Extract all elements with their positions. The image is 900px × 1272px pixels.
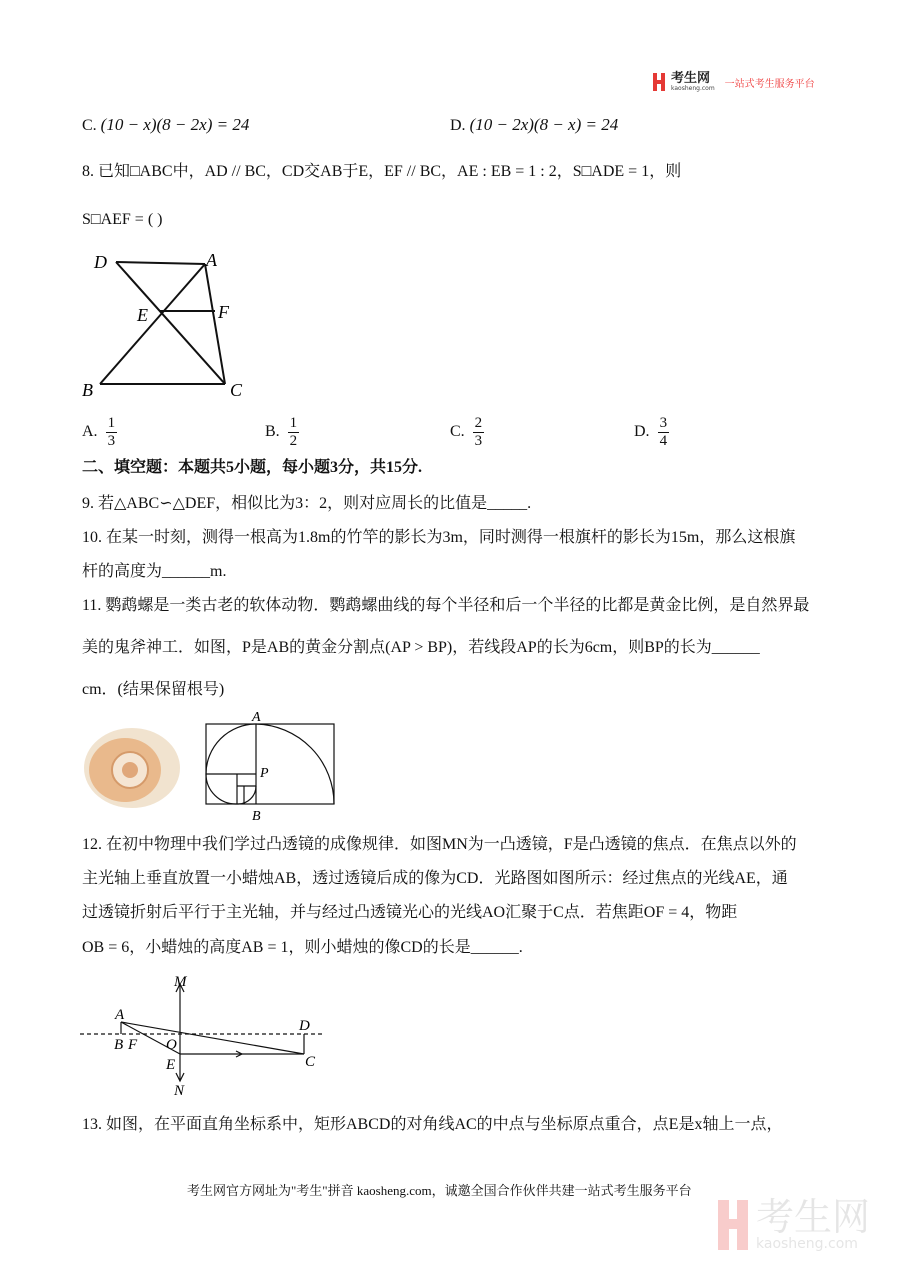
label-d: D (299, 1018, 310, 1034)
q8-option-a: A. $\frac{1}{3}$ (82, 414, 116, 449)
q12-lens-figure (80, 970, 340, 1100)
logo-url: kaosheng.com (671, 85, 715, 92)
label-f: F (218, 302, 229, 322)
q12-text: 12. 在初中物理中我们学过凸透镜的成像规律．如图MN为一凸透镜，F是凸透镜的焦点．在焦点以外的 (82, 836, 797, 853)
logo-mark-icon (653, 73, 665, 91)
label-m: M (174, 974, 187, 990)
q11-text-3: cm．(结果保留根号) (82, 681, 225, 698)
label-c: C (230, 380, 243, 400)
q11-text: 11. 鹦鹉螺是一类古老的软体动物．鹦鹉螺曲线的每个半径和后一个半径的比都是黄金比例，是自然界最 (82, 597, 810, 614)
label-n: N (174, 1083, 185, 1099)
label-b: B (252, 809, 261, 823)
q12-text-3: 过透镜折射后平行于主光轴，并与经过凸透镜光心的光线AO汇聚于C点．若焦距OF = 4，物距 (82, 904, 738, 921)
label-a: A (252, 710, 261, 725)
label-o: O (166, 1037, 177, 1053)
q8-text: 8. 已知□ABC中，AD // BC，CD交AB于E，EF // BC，AE : EB = 1 : 2，S□ADE = 1，则 (82, 163, 682, 180)
q9-text: 9. 若△ABC∽△DEF，相似比为3：2，则对应周长的比值是_____. (82, 495, 532, 512)
q8-option-b: B. $\frac{1}{2}$ (265, 414, 298, 449)
q8-option-c: C. $\frac{2}{3}$ (450, 414, 483, 449)
q12-text-4: OB = 6，小蜡烛的高度AB = 1，则小蜡烛的像CD的长是______. (82, 939, 523, 956)
watermark-name: 考生网 (756, 1195, 871, 1239)
q13-text: 13. 如图，在平面直角坐标系中，矩形ABCD的对角线AC的中点与坐标原点重合，点E是x轴上一点， (82, 1116, 783, 1133)
q8-figure (80, 248, 260, 403)
q8-option-d: D. $\frac{3}{4}$ (634, 414, 668, 449)
q11-figure (80, 708, 345, 823)
footer-text: 考生网官方网址为"考生"拼音 kaosheng.com，诚邀全国合作伙伴共建一站式考生服务平台 (187, 1183, 692, 1198)
label-e: E (166, 1057, 176, 1073)
q12-text-2: 主光轴上垂直放置一小蜡烛AB，透过透镜后成的像为CD．光路图如图所示：经过焦点的光线AE，通 (82, 870, 788, 887)
logo-name: 考生网 (671, 71, 711, 86)
watermark-mark-icon (718, 1200, 748, 1250)
header-logo (653, 72, 815, 92)
label-a: A (206, 250, 217, 270)
label-d: D (94, 252, 107, 272)
watermark-url: kaosheng.com (756, 1236, 858, 1252)
q11-text-2: 美的鬼斧神工．如图，P是AB的黄金分割点(AP > BP)，若线段AP的长为6cm，则BP的长为______ (82, 639, 760, 656)
label-p: P (260, 766, 269, 781)
q7-option-d: D. (10 − 2x)(8 − x) = 24 (450, 115, 619, 134)
q10-text: 10. 在某一时刻，测得一根高为1.8m的竹竿的影长为3m，同时测得一根旗杆的影长为15m，那么这根旗 (82, 529, 796, 546)
q10-text-2: 杆的高度为______m. (82, 563, 227, 580)
label-a: A (115, 1007, 125, 1023)
nautilus-shell-image (84, 728, 180, 808)
label-f: F (128, 1037, 138, 1053)
q7-option-c: C. (10 − x)(8 − 2x) = 24 (82, 115, 250, 134)
header-slogan: 一站式考生服务平台 (724, 78, 815, 90)
q8-text-2: S□AEF = ( ) (82, 211, 163, 228)
label-b: B (82, 380, 93, 400)
label-b: B (114, 1037, 124, 1053)
watermark-logo (718, 1195, 871, 1252)
label-c: C (305, 1054, 316, 1070)
section-heading: 二、填空题：本题共5小题，每小题3分，共15分. (82, 459, 423, 476)
label-e: E (137, 305, 148, 325)
